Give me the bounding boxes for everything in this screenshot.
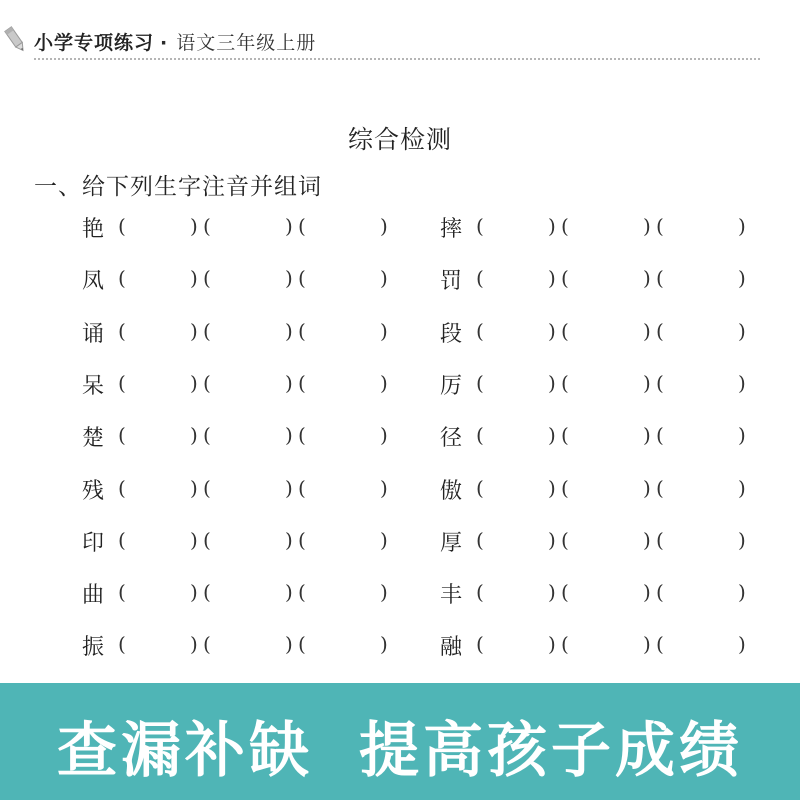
blank-close-paren: ) bbox=[548, 423, 556, 448]
blank-close-paren: ) bbox=[643, 370, 651, 395]
banner-slogan-right: 提高孩子成绩 bbox=[359, 716, 743, 786]
blank-open-paren: ( bbox=[561, 266, 569, 291]
blank-open-paren: ( bbox=[298, 527, 306, 552]
blank-open-paren: ( bbox=[561, 580, 569, 605]
blank-close-paren: ) bbox=[548, 214, 556, 238]
character-entry bbox=[440, 578, 760, 610]
blank-close-paren: ) bbox=[643, 266, 651, 291]
worksheet-row bbox=[0, 307, 800, 359]
character-entry bbox=[82, 317, 402, 349]
blank-close-paren: ) bbox=[190, 527, 198, 552]
blank-open-paren: ( bbox=[656, 527, 664, 552]
blank-close-paren: ) bbox=[643, 318, 651, 343]
blank-close-paren: ) bbox=[380, 580, 388, 605]
worksheet-row bbox=[0, 464, 800, 516]
blank-open-paren: ( bbox=[476, 214, 484, 238]
blank-close-paren: ) bbox=[548, 475, 556, 500]
character-entry bbox=[440, 317, 760, 349]
blank-open-paren: ( bbox=[118, 632, 126, 657]
worksheet-row bbox=[0, 254, 800, 306]
blank-open-paren: ( bbox=[656, 475, 664, 500]
practice-character: 厉 bbox=[440, 373, 463, 399]
blank-close-paren: ) bbox=[738, 318, 746, 343]
pencil-icon bbox=[4, 24, 26, 54]
blank-open-paren: ( bbox=[561, 527, 569, 552]
blank-open-paren: ( bbox=[118, 370, 126, 395]
practice-character: 楚 bbox=[82, 426, 105, 452]
blank-open-paren: ( bbox=[656, 423, 664, 448]
blank-close-paren: ) bbox=[643, 214, 651, 238]
blank-close-paren: ) bbox=[738, 527, 746, 552]
blank-close-paren: ) bbox=[643, 632, 651, 657]
blank-close-paren: ) bbox=[190, 214, 198, 238]
practice-character: 径 bbox=[440, 426, 463, 452]
blank-open-paren: ( bbox=[476, 580, 484, 605]
blank-open-paren: ( bbox=[476, 423, 484, 448]
blank-open-paren: ( bbox=[203, 527, 211, 552]
blank-close-paren: ) bbox=[738, 475, 746, 500]
blank-close-paren: ) bbox=[190, 632, 198, 657]
blank-open-paren: ( bbox=[561, 632, 569, 657]
character-entry bbox=[440, 526, 760, 558]
blank-open-paren: ( bbox=[476, 318, 484, 343]
blank-open-paren: ( bbox=[656, 632, 664, 657]
blank-close-paren: ) bbox=[380, 527, 388, 552]
blank-open-paren: ( bbox=[476, 527, 484, 552]
blank-open-paren: ( bbox=[561, 423, 569, 448]
blank-open-paren: ( bbox=[298, 214, 306, 238]
blank-close-paren: ) bbox=[380, 318, 388, 343]
character-entry bbox=[440, 474, 760, 506]
blank-close-paren: ) bbox=[380, 370, 388, 395]
blank-close-paren: ) bbox=[190, 266, 198, 291]
blank-close-paren: ) bbox=[738, 423, 746, 448]
practice-character: 罚 bbox=[440, 269, 463, 295]
blank-close-paren: ) bbox=[643, 423, 651, 448]
blank-close-paren: ) bbox=[285, 318, 293, 343]
blank-open-paren: ( bbox=[656, 318, 664, 343]
character-entry bbox=[440, 264, 760, 296]
blank-open-paren: ( bbox=[656, 266, 664, 291]
blank-open-paren: ( bbox=[476, 266, 484, 291]
blank-open-paren: ( bbox=[298, 423, 306, 448]
page-title: 综合检测 bbox=[347, 125, 452, 154]
character-entry bbox=[82, 526, 402, 558]
character-entry bbox=[82, 369, 402, 401]
blank-open-paren: ( bbox=[298, 580, 306, 605]
blank-open-paren: ( bbox=[118, 318, 126, 343]
blank-close-paren: ) bbox=[190, 423, 198, 448]
blank-close-paren: ) bbox=[548, 370, 556, 395]
header-divider bbox=[34, 58, 760, 60]
book-name: 语文三年级上册 bbox=[176, 32, 317, 54]
blank-close-paren: ) bbox=[380, 214, 388, 238]
character-entry bbox=[440, 630, 760, 662]
blank-close-paren: ) bbox=[380, 266, 388, 291]
blank-open-paren: ( bbox=[203, 318, 211, 343]
blank-close-paren: ) bbox=[285, 527, 293, 552]
character-entry bbox=[82, 630, 402, 662]
blank-open-paren: ( bbox=[561, 214, 569, 238]
blank-close-paren: ) bbox=[285, 632, 293, 657]
banner-slogan-left: 查漏补缺 bbox=[57, 716, 313, 786]
practice-character: 凤 bbox=[82, 269, 105, 295]
blank-open-paren: ( bbox=[203, 266, 211, 291]
blank-close-paren: ) bbox=[380, 632, 388, 657]
blank-open-paren: ( bbox=[476, 370, 484, 395]
blank-close-paren: ) bbox=[285, 214, 293, 238]
banner-text bbox=[0, 703, 800, 789]
blank-close-paren: ) bbox=[738, 580, 746, 605]
character-entry bbox=[82, 578, 402, 610]
practice-character: 印 bbox=[82, 530, 105, 556]
blank-close-paren: ) bbox=[738, 266, 746, 291]
blank-close-paren: ) bbox=[285, 475, 293, 500]
practice-character: 摔 bbox=[440, 217, 463, 242]
character-entry bbox=[82, 474, 402, 506]
series-name: 小学专项练习 bbox=[34, 32, 155, 54]
promo-banner bbox=[0, 683, 800, 800]
blank-close-paren: ) bbox=[738, 370, 746, 395]
blank-open-paren: ( bbox=[298, 632, 306, 657]
practice-character: 振 bbox=[82, 635, 105, 661]
practice-character: 诵 bbox=[82, 321, 105, 347]
blank-open-paren: ( bbox=[118, 266, 126, 291]
practice-character: 丰 bbox=[440, 583, 463, 609]
blank-open-paren: ( bbox=[476, 475, 484, 500]
character-entry bbox=[440, 369, 760, 401]
page-header bbox=[0, 18, 800, 62]
section-number: 一、 bbox=[34, 174, 82, 200]
blank-open-paren: ( bbox=[298, 370, 306, 395]
blank-close-paren: ) bbox=[548, 580, 556, 605]
blank-close-paren: ) bbox=[548, 632, 556, 657]
practice-character: 曲 bbox=[82, 583, 105, 609]
blank-close-paren: ) bbox=[738, 632, 746, 657]
character-entry bbox=[82, 212, 402, 244]
blank-open-paren: ( bbox=[118, 580, 126, 605]
blank-close-paren: ) bbox=[285, 266, 293, 291]
worksheet-row bbox=[0, 620, 800, 672]
blank-open-paren: ( bbox=[203, 580, 211, 605]
blank-open-paren: ( bbox=[118, 527, 126, 552]
blank-close-paren: ) bbox=[548, 318, 556, 343]
practice-character: 呆 bbox=[82, 373, 105, 399]
worksheet-row bbox=[0, 516, 800, 568]
blank-close-paren: ) bbox=[643, 475, 651, 500]
practice-character: 厚 bbox=[440, 530, 463, 556]
practice-character: 艳 bbox=[82, 217, 105, 242]
blank-close-paren: ) bbox=[380, 475, 388, 500]
blank-open-paren: ( bbox=[203, 632, 211, 657]
worksheet-row bbox=[0, 359, 800, 411]
blank-open-paren: ( bbox=[298, 318, 306, 343]
worksheet-row bbox=[0, 568, 800, 620]
blank-close-paren: ) bbox=[643, 527, 651, 552]
character-entry bbox=[82, 421, 402, 453]
blank-open-paren: ( bbox=[561, 318, 569, 343]
character-entry bbox=[440, 421, 760, 453]
header-separator: · bbox=[160, 32, 169, 54]
character-entry bbox=[82, 264, 402, 296]
blank-close-paren: ) bbox=[380, 423, 388, 448]
practice-character: 傲 bbox=[440, 478, 463, 504]
section-heading bbox=[34, 168, 322, 201]
section-instruction: 给下列生字注音并组词 bbox=[82, 174, 322, 200]
blank-close-paren: ) bbox=[548, 266, 556, 291]
blank-open-paren: ( bbox=[203, 370, 211, 395]
blank-open-paren: ( bbox=[203, 475, 211, 500]
blank-close-paren: ) bbox=[643, 580, 651, 605]
blank-open-paren: ( bbox=[298, 266, 306, 291]
blank-open-paren: ( bbox=[298, 475, 306, 500]
blank-open-paren: ( bbox=[476, 632, 484, 657]
blank-close-paren: ) bbox=[190, 580, 198, 605]
blank-open-paren: ( bbox=[561, 475, 569, 500]
blank-open-paren: ( bbox=[656, 214, 664, 238]
practice-character: 段 bbox=[440, 321, 463, 347]
blank-open-paren: ( bbox=[118, 214, 126, 238]
practice-character: 融 bbox=[440, 635, 463, 661]
blank-close-paren: ) bbox=[548, 527, 556, 552]
blank-open-paren: ( bbox=[561, 370, 569, 395]
header-text bbox=[34, 28, 316, 55]
blank-open-paren: ( bbox=[118, 423, 126, 448]
blank-close-paren: ) bbox=[285, 423, 293, 448]
blank-open-paren: ( bbox=[203, 423, 211, 448]
blank-close-paren: ) bbox=[190, 370, 198, 395]
blank-open-paren: ( bbox=[656, 580, 664, 605]
blank-close-paren: ) bbox=[190, 475, 198, 500]
blank-open-paren: ( bbox=[118, 475, 126, 500]
blank-close-paren: ) bbox=[285, 370, 293, 395]
worksheet-row bbox=[0, 202, 800, 254]
blank-close-paren: ) bbox=[190, 318, 198, 343]
blank-open-paren: ( bbox=[656, 370, 664, 395]
blank-close-paren: ) bbox=[285, 580, 293, 605]
practice-character: 残 bbox=[82, 478, 105, 504]
character-entry bbox=[440, 212, 760, 244]
blank-close-paren: ) bbox=[738, 214, 746, 238]
blank-open-paren: ( bbox=[203, 214, 211, 238]
worksheet-row bbox=[0, 411, 800, 463]
